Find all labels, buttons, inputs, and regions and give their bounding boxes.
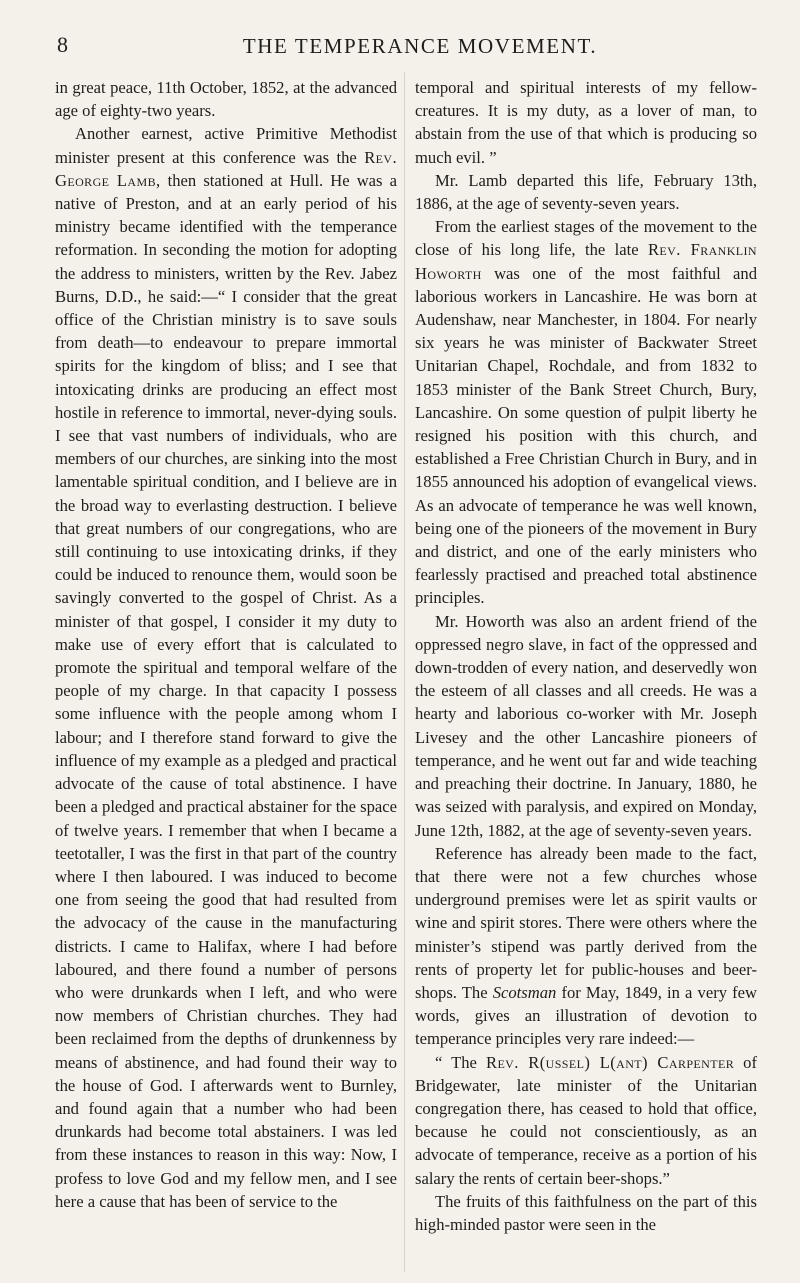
person-name: Rev. George Lamb, (55, 147, 397, 190)
text-run: was one of the most faithful and laborious workers in Lancashire. He was born at Audenshaw, near Manchester, in 1804. For nearly six years he was minister of Backwater Street Unitarian Chapel, Rochdale, and from 1832 to 1853 minister of the Bank Street Church, Bury, Lancashire. On some question of pulpit liberty he resigned his position with this church, and established a Free Christian Church in Bury, and in 1855 announced his adoption of evangelical views. As an advocate of temperance he was well known, being one of the pioneers of the movement in Bury and district, and one of the early ministers who fearlessly practised and preached total abstinence principles. (415, 263, 757, 608)
paragraph (415, 842, 757, 1051)
text-run: then stationed at Hull. He was a native of Preston, and at an early period of his ministry became identified with the temperance reformation. In seconding the motion for adopting the address to ministers, written by the Rev. Jabez Burns, D.D., he said:—“ I consider that the great office of the Christian ministry is to save souls from death—to endeavour to prepare immortal spirits for the kingdom of bliss; and I see that intoxicating drinks are producing an effect most hostile in reference to immortal, never-dying souls. I see that vast numbers of individuals, who are members of our churches, are sinking into the most lamentable spiritual condition, and I believe are in the broad way to everlasting destruction. I believe that great numbers of our congregations, who are still continuing to use intoxicating drinks, if they could be induced to renounce them, would soon be savingly converted to the gospel of Christ. As a minister of that gospel, I consider it my duty to make use of every effort that is calculated to promote the spiritual and temporal welfare of the people of my charge. In that capacity I possess some influence with the people among whom I labour; and I therefore stand forward to give the influence of my example as a pledged and practical advocate of the cause of total abstinence. I have been a pledged and practical abstainer for the space of twelve years. I remember that when I became a teetotaller, I was the first in that part of the country where I then laboured. I was induced to become one from seeing the good that had resulted from the advocacy of the cause in the manufacturing districts. I came to Halifax, where I had before laboured, and there found a number of persons who were drunkards when I left, and who were now members of Christian churches. They had been reclaimed from the depths of drunkenness by means of abstinence, and had found their way to the house of God. I afterwards went to Burnley, and found again that a number who had been drunkards had become total abstainers. I was led from these instances to reason in this way: Now, I profess to love God and my fellow men, and I see here a cause that has been of service to the (55, 170, 397, 1211)
column-divider (404, 72, 405, 1272)
person-name: Rev. Franklin Howorth (415, 240, 757, 283)
paragraph (55, 122, 397, 1213)
text-run: From the earliest stages of the movement to the close of his long life, the late (415, 217, 757, 260)
text-run: Reference has already been made to the fact, that there were not a few churches whose underground premises were let as spirit vaults or wine and spirit stores. There were others where the minister’s stipend was partly derived from the rents of property let for public-houses and beer-shops. The (415, 843, 757, 1002)
quotation (415, 1051, 757, 1190)
paragraph: The fruits of this faithfulness on the part of this high-minded pastor were seen in the (415, 1191, 757, 1234)
paragraph: in great peace, 11th October, 1852, at the advanced age of eighty-two years. (55, 78, 397, 121)
paragraph: temporal and spiritual interests of my fellow-creatures. It is my duty, as a lover of man, to abstain from the use of that which is producing so much evil. ” (415, 78, 757, 167)
running-title: THE TEMPERANCE MOVEMENT. (242, 34, 598, 58)
text-run: Another earnest, active Primitive Methodist minister present at this conference was the (55, 124, 397, 167)
page-number: 8 (57, 32, 69, 57)
paragraph: Mr. Lamb departed this life, February 13th, 1886, at the age of seventy-seven years. (415, 170, 757, 214)
text-run: of Bridgewater, late minister of the Unitarian congregation there, has ceased to hold that office, because he could not conscientiously, as an advocate of temperance, receive as a portion of his salary the rents of certain beer-shops.” (415, 1052, 757, 1188)
left-column (55, 76, 397, 1213)
page-header (55, 30, 755, 64)
person-name: Rev. R(ussel) L(ant) Carpenter (485, 1052, 735, 1072)
paragraph (415, 215, 757, 609)
publication-title: Scotsman (492, 982, 557, 1002)
right-column (415, 76, 757, 1236)
text-run: for May, 1849, in a very few words, gives an illustration of devotion to temperance principles very rare indeed:— (415, 982, 758, 1049)
text-run: “ The (435, 1052, 486, 1072)
paragraph: Mr. Howorth was also an ardent friend of the oppressed negro slave, in fact of the oppressed and down-trodden of every nation, and deservedly won the esteem of all classes and all creeds. He was a hearty and laborious co-worker with Mr. Joseph Livesey and the other Lancashire pioneers of temperance, and he went out far and wide teaching and preaching their doctrine. In January, 1880, he was seized with paralysis, and expired on Monday, June 12th, 1882, at the age of seventy-seven years. (415, 611, 757, 840)
